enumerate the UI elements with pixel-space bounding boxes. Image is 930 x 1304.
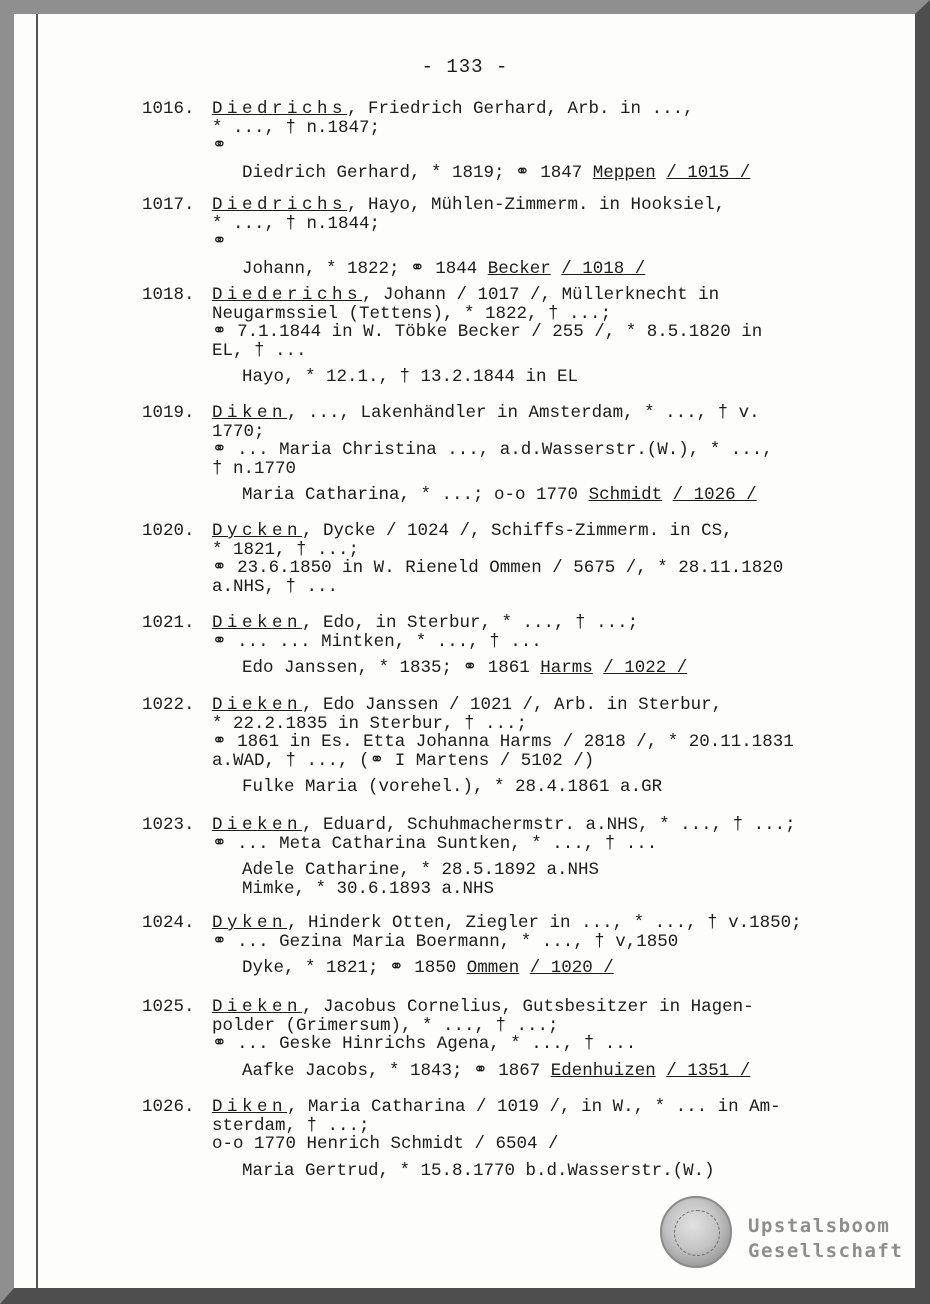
entry-line: ⚭ 7.1.1844 in W. Töbke Becker / 255 /, * 8.5.1820 in [212,322,763,342]
entry-text: , ..., Lakenhändler in Amsterdam, * ..., † v. [287,403,760,423]
child-text: / 1015 / [666,162,751,183]
entry-text: , Johann / 1017 /, Müllerknecht in [362,285,720,305]
entry-line: ⚭ [212,232,227,252]
spouse-surname: Becker [487,258,551,279]
entry-text: , Dycke / 1024 /, Schiffs-Zimmerm. in CS, [302,521,733,541]
entry-heading-line [212,816,796,835]
entry-heading-line [212,614,638,633]
entry-line: * ..., † n.1844; [212,213,381,234]
child-text: / 1026 / [672,485,757,505]
surname: Dieken [212,997,303,1017]
entry-line: o-o 1770 Henrich Schmidt / 6504 / [212,1134,559,1154]
child-line [242,1162,715,1181]
child-text [656,1061,667,1081]
logo-line-2: Gesellschaft [748,1240,904,1262]
child-text: Diedrich Gerhard, * 1819; ⚭ 1847 [242,162,593,183]
spouse-surname: Schmidt [588,485,663,505]
logo-line-1: Upstalsboom [748,1215,891,1237]
entry-text: , Maria Catharina / 1019 /, in W., * ... in Am- [287,1097,781,1117]
surname: Dycken [212,521,303,541]
entry-number: 1026. [142,1097,195,1117]
child-text: / 1351 / [666,1060,751,1081]
child-line [242,164,750,183]
child-text [593,658,604,678]
child-text [662,485,673,505]
entry-line: ⚭ ... Gezina Maria Boermann, * ..., † v,1850 [212,931,679,952]
entry-number: 1017. [142,195,195,215]
child-text: Maria Catharina, * ...; o-o 1770 [242,485,589,505]
entry-heading-line [212,1098,781,1117]
child-text [656,163,667,183]
surname: Diedrichs [212,195,348,215]
surname: Diedrichs [212,99,348,119]
entry-line: Neugarmssiel (Tettens), * 1822, † ...; [212,303,612,324]
entry-text: , Edo Janssen / 1021 /, Arb. in Sterbur, [302,695,723,715]
child-text: Dyke, * 1821; ⚭ 1850 [242,958,467,978]
entry-line: EL, † ... [212,340,307,361]
binding-line [36,14,38,1288]
child-line [242,260,645,279]
entry-number: 1016. [142,99,195,119]
surname: Diken [212,403,288,423]
entry-line: ⚭ ... Geske Hinrichs Agena, * ..., † ... [212,1034,637,1054]
entry-text: , Eduard, Schuhmachermstr. a.NHS, * ..., † ...; [302,815,796,835]
surname: Dieken [212,613,303,633]
entry-line: a.WAD, † ..., (⚭ I Martens / 5102 /) [212,750,595,771]
entry-line: 1770; [212,421,265,442]
entry-text: , Jacobus Cornelius, Gutsbesitzer in Hagen- [302,997,754,1017]
child-text: / 1018 / [561,258,646,279]
entry-heading-line [212,286,719,305]
entry-heading-line [212,998,754,1017]
entry-heading-line [212,404,760,423]
entry-number: 1021. [142,613,195,633]
child-text: / 1020 / [529,958,614,978]
entry-line: ⚭ ... Meta Catharina Suntken, * ..., † ... [212,833,658,854]
entry-line: * 1821, † ...; [212,539,360,560]
spouse-surname: Meppen [592,162,656,183]
entry-line: polder (Grimersum), * ..., † ...; [212,1015,559,1036]
entry-number: 1020. [142,521,195,541]
entry-line: ⚭ 1861 in Es. Etta Johanna Harms / 2818 /, * 20.11.1831 [212,732,794,752]
entry-line: sterdam, † ...; [212,1115,370,1136]
entry-line: ⚭ [212,136,227,156]
child-line [242,486,757,505]
child-line [242,959,614,978]
child-line: Mimke, * 30.6.1893 a.NHS [242,878,495,899]
entry-heading-line [212,196,725,215]
entry-number: 1023. [142,815,195,835]
child-line [242,659,687,678]
child-line [242,368,578,387]
entry-line: ⚭ ... Maria Christina ..., a.d.Wasserstr.(W.), * ..., [212,440,773,460]
entry-line: ⚭ 23.6.1850 in W. Rieneld Ommen / 5675 /, * 28.11.1820 [212,558,784,578]
entry-text: , Hinderk Otten, Ziegler in ..., * ..., † v.1850; [287,913,802,933]
child-text [551,259,562,279]
entry-number: 1019. [142,403,195,423]
entry-text: , Edo, in Sterbur, * ..., † ...; [302,613,639,633]
entry-text: , Hayo, Mühlen-Zimmerm. in Hooksiel, [347,195,726,215]
child-text: Fulke Maria (vorehel.), * 28.4.1861 a.GR [242,777,663,797]
entry-text: , Friedrich Gerhard, Arb. in ..., [347,99,694,119]
child-line [242,1062,750,1081]
surname: Dieken [212,695,303,715]
child-text: Johann, * 1822; ⚭ 1844 [242,258,488,279]
entry-line: a.NHS, † ... [212,576,339,597]
entry-line: † n.1770 [212,458,297,479]
surname: Dyken [212,913,288,933]
entry-line: ⚭ ... ... Mintken, * ..., † ... [212,631,542,652]
entry-heading-line [212,914,802,933]
child-line [242,778,662,797]
child-text [519,958,530,978]
surname: Diken [212,1097,288,1117]
entry-line: * ..., † n.1847; [212,117,381,138]
entry-number: 1024. [142,913,195,933]
surname: Dieken [212,815,303,835]
child-text: Aafke Jacobs, * 1843; ⚭ 1867 [242,1060,551,1081]
child-line [242,861,599,880]
child-text: Adele Catharine, * 28.5.1892 a.NHS [242,860,600,880]
entry-heading-line [212,100,694,119]
entry-number: 1022. [142,695,195,715]
child-text: Edo Janssen, * 1835; ⚭ 1861 [242,658,541,678]
spouse-surname: Harms [540,658,593,678]
surname: Diederichs [212,285,363,305]
spouse-surname: Ommen [466,958,520,978]
logo-text [748,1214,903,1264]
seal-icon [660,1196,732,1268]
child-text: Hayo, * 12.1., † 13.2.1844 in EL [242,367,579,387]
entry-line: * 22.2.1835 in Sterbur, † ...; [212,713,528,734]
entry-heading-line [212,696,722,715]
entry-number: 1025. [142,997,195,1017]
page-number: - 133 - [421,56,509,78]
entry-number: 1018. [142,285,195,305]
spouse-surname: Edenhuizen [550,1060,656,1081]
child-text: Maria Gertrud, * 15.8.1770 b.d.Wasserstr.(W.) [242,1160,715,1181]
entry-heading-line [212,522,733,541]
child-text: / 1022 / [603,658,688,678]
